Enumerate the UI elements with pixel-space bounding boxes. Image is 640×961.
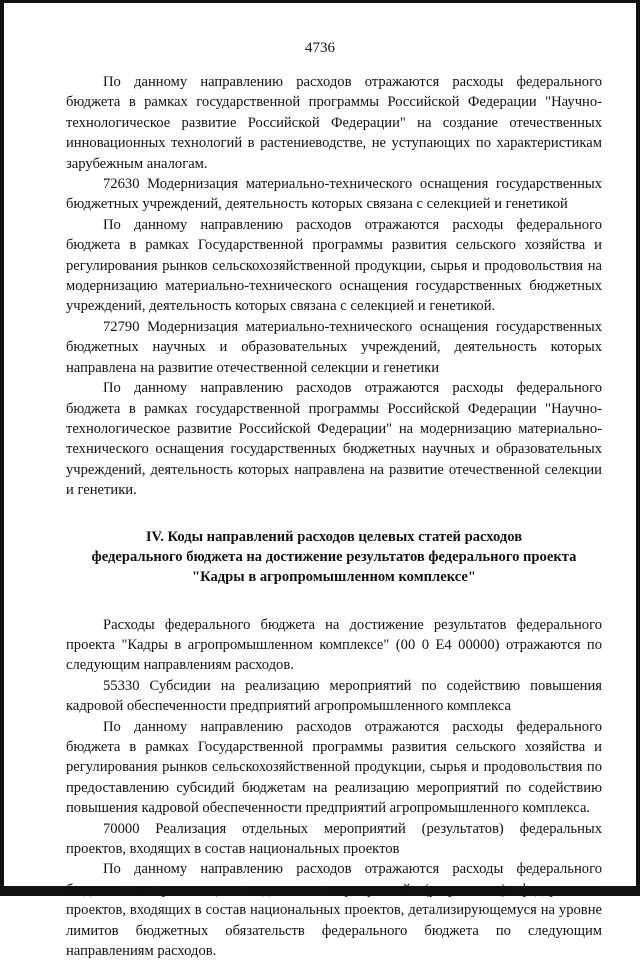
- paragraph: 70000 Реализация отдельных мероприятий (результатов) федеральных проектов, входящих в состав национальных проектов: [66, 820, 602, 857]
- paragraph: По данному направлению расходов отражаются расходы федерального бюджета в рамках Государственной программы развития сельского хозяйства и регулирования рынков сельскохозяйственной продукции, сырья и продовольствия на модернизацию материально-технического оснащения государственных бюджетных учреждений, деятельность которых связана с селекцией и генетикой.: [66, 216, 602, 315]
- paragraph: 72790 Модернизация материально-технического оснащения государственных бюджетных научных и образовательных учреждений, деятельность которых направлена на развитие отечественной селекции и генетики: [66, 318, 602, 376]
- paragraph: 72630 Модернизация материально-технического оснащения государственных бюджетных учреждений, деятельность которых связана с селекцией и генетикой: [66, 176, 602, 213]
- page-number: 4736: [305, 40, 335, 56]
- paragraph: По данному направлению расходов отражаются расходы федерального бюджета в рамках государственной программы Российской Федерации "Научно-технологическое развитие Российской Федерации" на модернизацию материально-технического оснащения государственных бюджетных научных и образовательных учреждений, деятельность которых направлена на развитие отечественной селекции и генетики.: [66, 380, 602, 499]
- scan-edge-top: [0, 0, 640, 3]
- scan-edge-right: [636, 0, 640, 896]
- document-body: [66, 72, 602, 961]
- paragraph: Расходы федерального бюджета на достижение результатов федерального проекта "Кадры в агропромышленном комплексе" (00 0 Е4 00000) отражаются по следующим направлениям расходов.: [66, 616, 602, 674]
- paragraph: По данному направлению расходов отражаются расходы федерального бюджета на реализацию отдельных мероприятий (результатов) федеральных проектов, входящих в состав национальных проектов, детализирующемуся на уровне лимитов бюджетных обязательств федерального бюджета по следующим направлениям расходов.: [66, 861, 602, 960]
- section-heading-line: IV. Коды направлений расходов целевых статей расходов: [145, 528, 523, 545]
- paragraph: По данному направлению расходов отражаются расходы федерального бюджета в рамках государственной программы Российской Федерации "Научно-технологическое развитие Российской Федерации" на создание отечественных инновационных технологий в растениеводстве, не уступающих по характеристикам зарубежным аналогам.: [66, 74, 602, 172]
- section-heading: [66, 527, 602, 587]
- section-heading-line: федерального бюджета на достижение результатов федерального проекта: [91, 548, 577, 565]
- paragraph: 55330 Субсидии на реализацию мероприятий по содействию повышения кадровой обеспеченности предприятий агропромышленного комплекса: [66, 677, 602, 715]
- scan-edge-left: [0, 0, 4, 896]
- section-heading-line: "Кадры в агропромышленном комплексе": [191, 568, 476, 585]
- paragraph: По данному направлению расходов отражаются расходы федерального бюджета в рамках Государственной программы развития сельского хозяйства и регулирования рынков сельскохозяйственной продукции, сырья и продовольствия по предоставлению субсидий бюджетам на реализацию мероприятий по содействию повышения кадровой обеспеченности предприятий агропромышленного комплекса.: [66, 718, 602, 817]
